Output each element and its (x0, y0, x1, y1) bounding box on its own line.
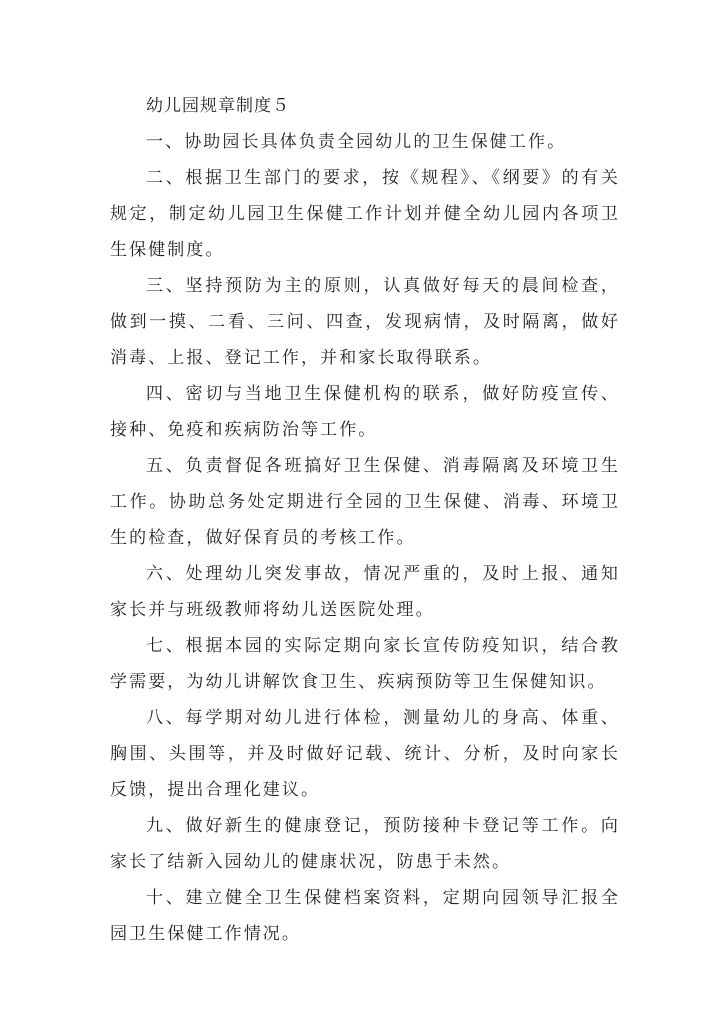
paragraph-10: 十、建立健全卫生保健档案资料，定期向园领导汇报全园卫生保健工作情况。 (110, 888, 620, 944)
paragraph-5: 五、负责督促各班搞好卫生保健、消毒隔离及环境卫生工作。协助总务处定期进行全园的卫生保健、消毒、环境卫生的检查，做好保育员的考核工作。 (110, 456, 620, 548)
document-page (110, 88, 620, 952)
paragraph-6: 六、处理幼儿突发事故，情况严重的，及时上报、通知家长并与班级教师将幼儿送医院处理。 (110, 564, 620, 620)
paragraph-7: 七、根据本园的实际定期向家长宣传防疫知识，结合教学需要，为幼儿讲解饮食卫生、疾病预防等卫生保健知识。 (110, 636, 620, 692)
paragraph-8: 八、每学期对幼儿进行体检，测量幼儿的身高、体重、胸围、头围等，并及时做好记载、统计、分析，及时向家长反馈，提出合理化建议。 (110, 708, 620, 800)
paragraph-9: 九、做好新生的健康登记，预防接种卡登记等工作。向家长了结新入园幼儿的健康状况，防患于未然。 (110, 816, 620, 872)
paragraph-4: 四、密切与当地卫生保健机构的联系，做好防疫宣传、接种、免疫和疾病防治等工作。 (110, 384, 620, 440)
paragraph-2: 二、根据卫生部门的要求，按《规程》、《纲要》的有关规定，制定幼儿园卫生保健工作计划并健全幼儿园内各项卫生保健制度。 (110, 168, 620, 260)
paragraph-1: 一、协助园长具体负责全园幼儿的卫生保健工作。 (146, 132, 567, 152)
document-title: 幼儿园规章制度５ (146, 96, 290, 116)
paragraph-3: 三、坚持预防为主的原则，认真做好每天的晨间检查，做到一摸、二看、三问、四查，发现病情，及时隔离，做好消毒、上报、登记工作，并和家长取得联系。 (110, 276, 620, 368)
